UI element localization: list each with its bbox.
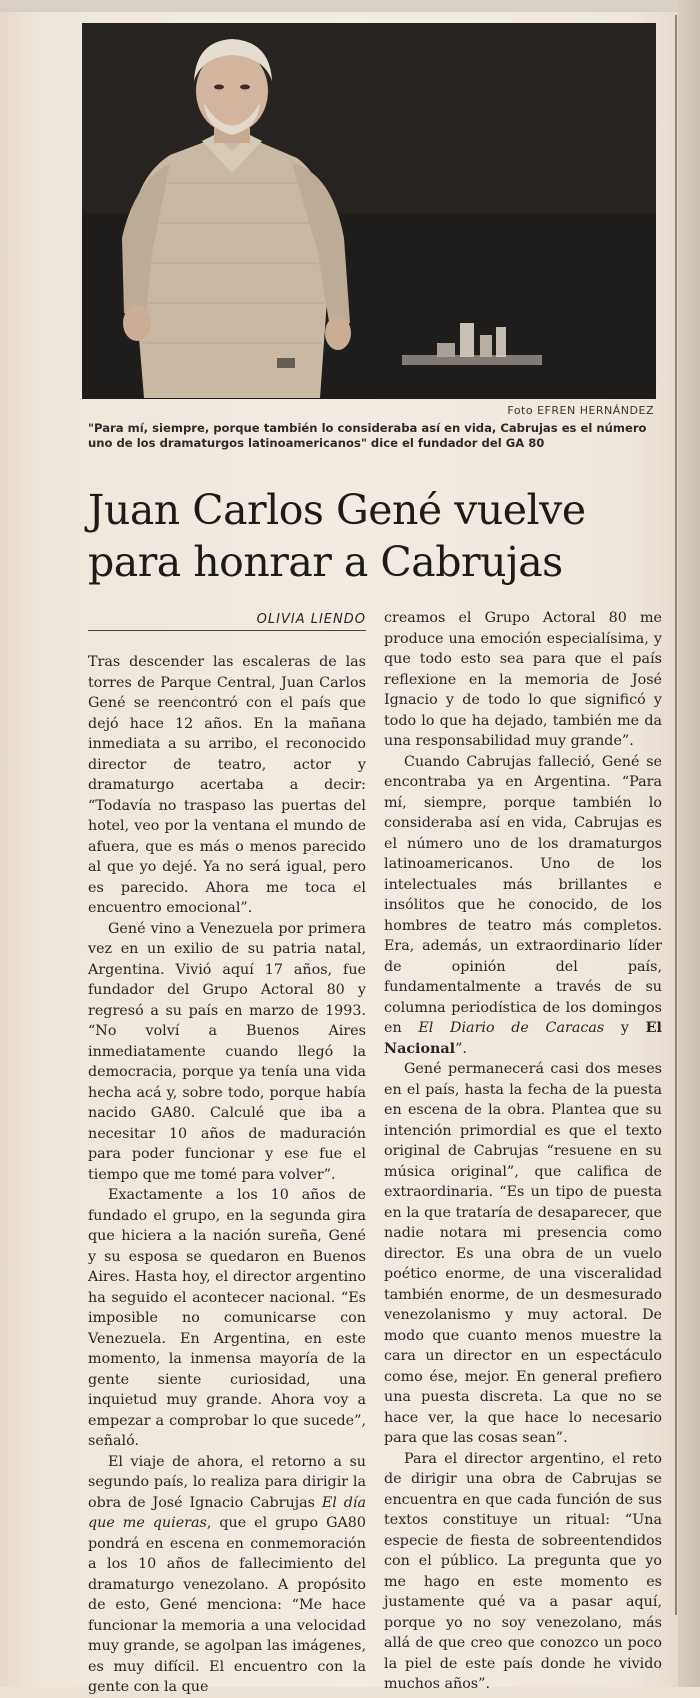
newspaper-name: El Diario de Caracas — [418, 1020, 605, 1036]
paragraph: Gené vino a Venezuela por primera vez en un exilio de su patria natal, Argentina. Vivió aquí 17 años, fue fundador del Grupo Actoral 80 y regresó a su país en marzo de 1993. “No volví a Buenos Aires inmediatamente cuando llegó la democracia, porque ya tenía una vida hecha acá y, sobre todo, porque había nacido GA80. Calculé que iba a necesitar 10 años de maduración para poder funcionar y ese fue el tiempo que me tomé para volver”. — [88, 920, 366, 1183]
column-edge-rule — [675, 15, 677, 1615]
play-title: El día que me quieras — [88, 1494, 366, 1531]
photo-illustration — [82, 23, 656, 399]
paragraph: Para el director argentino, el reto de dirigir una obra de Cabrujas se encuentra en que cada función de sus textos constituye un ritual: “Una especie de fiesta de sobreentendidos con el público. La pregunta que yo me hago en este momento es justamente qué va a pasar aquí, porque yo no soy venezolano, más allá de que creo que conozco un poco la piel de este país donde he vivido muchos años”. — [384, 1450, 662, 1692]
photo-caption: "Para mí, siempre, porque también lo consideraba así en vida, Cabrujas es el número uno de los dramaturgos latinoamericanos" dice el fundador del GA 80 — [88, 421, 647, 450]
adjacent-page-strip — [678, 0, 700, 1687]
paragraph-text: El viaje de ahora, el retorno a su segundo país, lo realiza para dirigir la obra de José Ignacio Cabrujas — [88, 1453, 366, 1511]
article-headline — [88, 484, 668, 588]
paragraph — [88, 1452, 366, 1698]
newspaper-name: El Nacional — [384, 1020, 662, 1057]
paragraph-text: y — [604, 1020, 646, 1036]
article-column-left — [88, 652, 366, 1698]
paragraph: Exactamente a los 10 años de fundado el grupo, en la segunda gira que hiciera a la nación sureña, Gené y su esposa se quedaron en Buenos Aires. Hasta hoy, el director argentino ha seguido el acontecer nacional. “Es imposible no comunicarse con Venezuela. En Argentina, en este momento, la inmensa mayoría de la gente siente curiosidad, una inquietud muy grande. Ahora voy a empezar a comprobar lo que sucede”, señaló. — [88, 1187, 366, 1449]
paragraph-text: ”. — [455, 1040, 467, 1057]
headline-line-2: para honrar a Cabrujas — [88, 538, 563, 586]
paragraph: creamos el Grupo Actoral 80 me produce una emoción especialísima, y que todo esto sea para que el país reflexione en la memoria de José Ignacio y de todo lo que significó y todo lo que ha dejado, también me da una responsabilidad muy grande”. — [384, 610, 662, 749]
paragraph-text: , que el grupo GA80 pondrá en escena en conmemoración a los 10 años de fallecimiento del dramaturgo venezolano. A propósito de esto, Gené menciona: “Me hace funcionar la memoria a una velocidad muy grande, se agolpan las imágenes, es muy difícil. El encuentro con la gente con la que — [88, 1515, 367, 1695]
paragraph: Gené permanecerá casi dos meses en el país, hasta la fecha de la puesta en escena de la obra. Plantea que su intención primordial es que el texto original de Cabrujas “resuene en su música original”, que califica de extraordinaria. “Es un tipo de puesta en la que trataría de desaparecer, que nadie notara mi presencia como director. Es una obra de un vuelo poético enorme, de una visceralidad también enorme, de un desmesurado venezolanismo y muy actoral. De modo que cuanto menos muestre la cara un director en un espectáculo como ése, mejor. En general prefiero una puesta discreta. La que no se hace ver, la que hace lo necesario para que las cosas sean”. — [384, 1061, 662, 1446]
paragraph-text: Cuando Cabrujas falleció, Gené se encontraba ya en Argentina. “Para mí, siempre, porque también lo consideraba así en vida, Cabrujas es el número uno de los dramaturgos latinoamericanos. Uno de los intelectuales más brillantes e insólitos que he conocido, de los hombres de teatro más completos. Era, además, un extraordinario líder de opinión del país, fundamentalmente a través de su columna periodística de los domingos en — [384, 753, 662, 1036]
article-column-right — [384, 608, 662, 1695]
paragraph: Tras descender las escaleras de las torres de Parque Central, Juan Carlos Gené se reencontró con el país que dejó hace 12 años. En la mañana inmediata a su arribo, el reconocido director de teatro, actor y dramaturgo acertaba a decir: “Todavía no traspaso las puertas del hotel, veo por la ventana el mundo de afuera, que es más o menos parecido al que yo dejé. Ya no será igual, pero es parecido. Ahora me toca el encuentro emocional”. — [88, 654, 366, 916]
author-byline: OLIVIA LIENDO — [88, 612, 366, 631]
article-photo — [82, 23, 656, 399]
paragraph — [384, 752, 662, 1060]
photo-credit: Foto EFREN HERNÁNDEZ — [507, 404, 654, 417]
scan-top-edge — [0, 0, 700, 12]
headline-line-1: Juan Carlos Gené vuelve — [88, 486, 586, 534]
